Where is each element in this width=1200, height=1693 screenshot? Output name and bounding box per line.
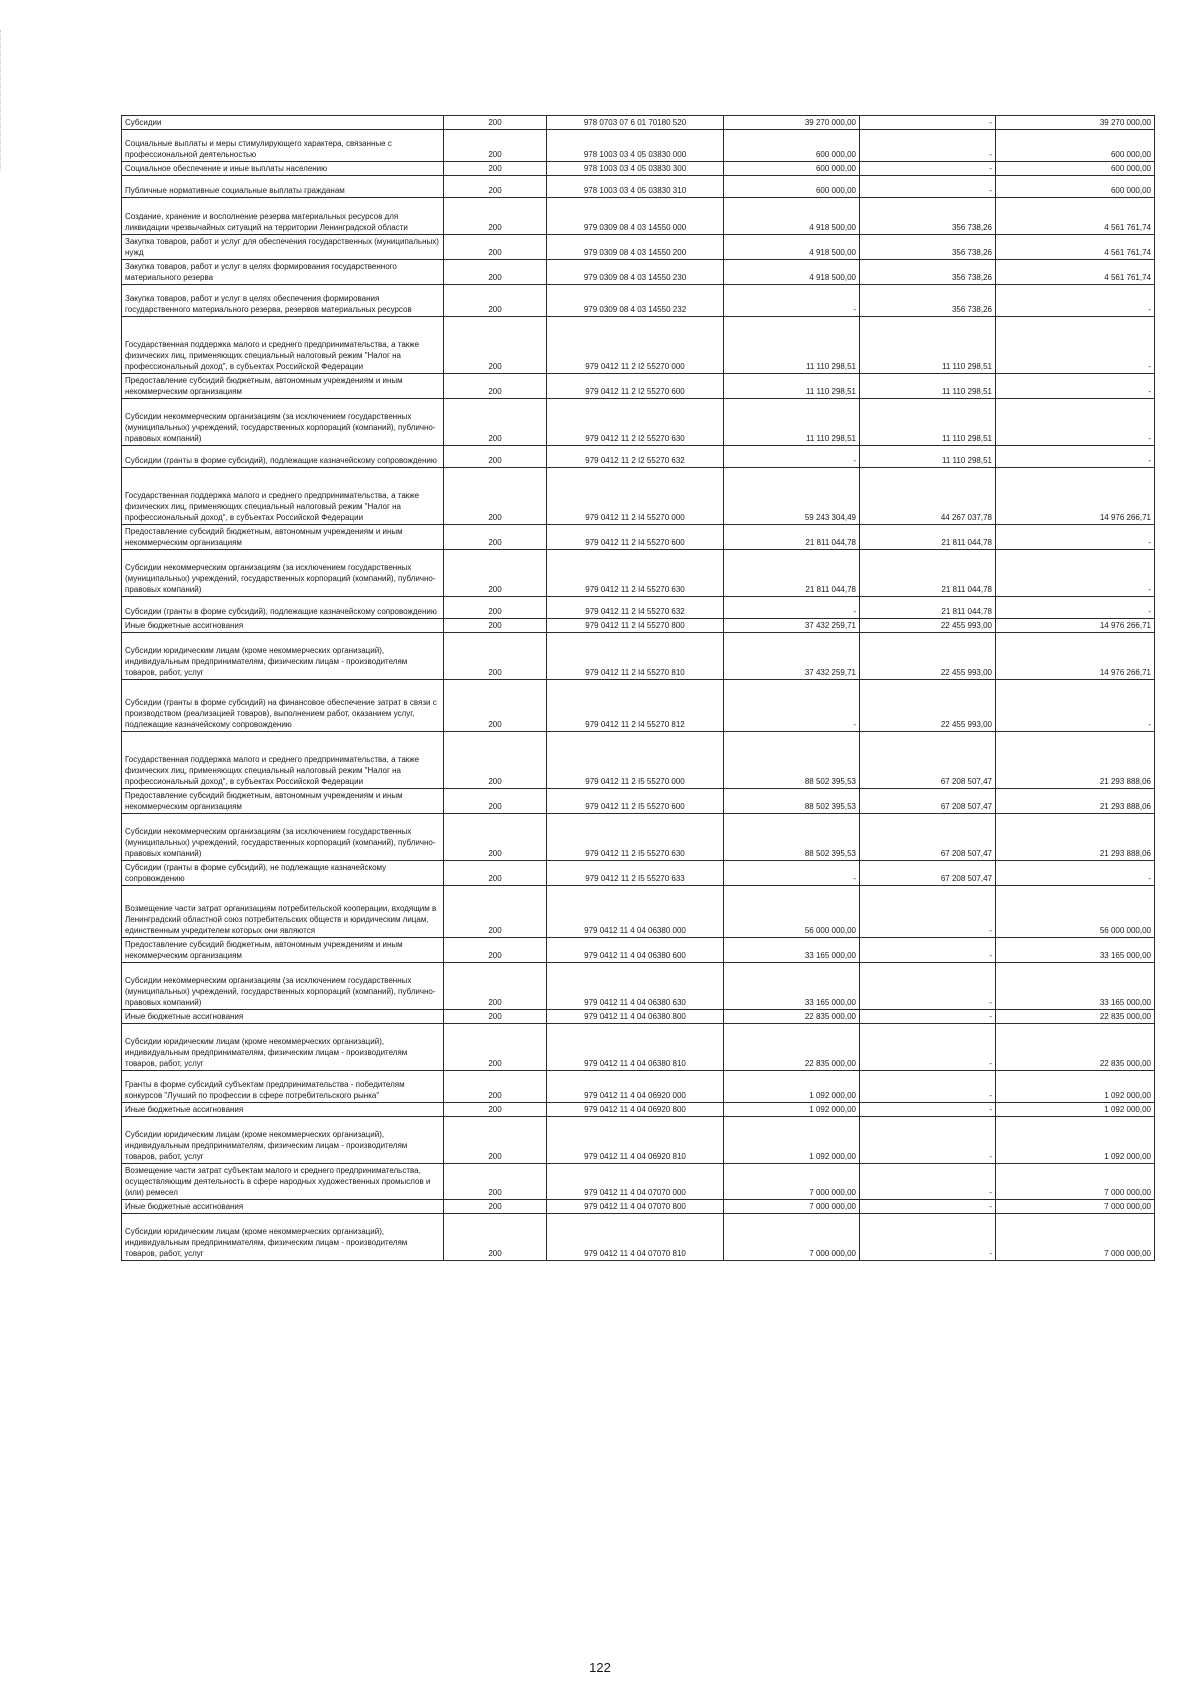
row-line-code-cell: 200 <box>444 1214 547 1261</box>
row-line-code-cell: 200 <box>444 680 547 732</box>
row-name-cell: Государственная поддержка малого и среднего предпринимательства, а также физических лиц, применяющих специальный налоговый режим "Налог на профессиональный доход", в субъектах Российской Федерации <box>122 468 444 525</box>
page-number: 122 <box>589 1660 611 1675</box>
row-remaining-amount-cell: - <box>996 285 1155 317</box>
table-row <box>122 789 1155 814</box>
row-remaining-amount-cell: 14 976 266,71 <box>996 468 1155 525</box>
row-executed-amount-cell: 22 455 993,00 <box>860 680 996 732</box>
row-remaining-amount-cell: - <box>996 446 1155 468</box>
table-row <box>122 861 1155 886</box>
row-assigned-amount-cell: 4 918 500,00 <box>724 198 860 235</box>
row-remaining-amount-cell: 21 293 888,06 <box>996 814 1155 861</box>
table-row <box>122 525 1155 550</box>
row-executed-amount-cell: 67 208 507,47 <box>860 814 996 861</box>
row-assigned-amount-cell: 600 000,00 <box>724 130 860 162</box>
table-row <box>122 399 1155 446</box>
row-remaining-amount-cell: - <box>996 525 1155 550</box>
row-classification-code-cell: 979 0412 11 4 04 07070 810 <box>547 1214 724 1261</box>
row-remaining-amount-cell: - <box>996 680 1155 732</box>
row-remaining-amount-cell: 600 000,00 <box>996 162 1155 176</box>
row-line-code-cell: 200 <box>444 1200 547 1214</box>
table-row <box>122 1071 1155 1103</box>
row-classification-code-cell: 979 0412 11 2 I4 55270 810 <box>547 633 724 680</box>
row-assigned-amount-cell: 37 432 259,71 <box>724 633 860 680</box>
table-row <box>122 176 1155 198</box>
table-row <box>122 550 1155 597</box>
row-name-cell: Закупка товаров, работ и услуг в целях обеспечения формирования государственного материального резерва, резервов материальных ресурсов <box>122 285 444 317</box>
table-row <box>122 814 1155 861</box>
row-assigned-amount-cell: 1 092 000,00 <box>724 1071 860 1103</box>
row-assigned-amount-cell: 7 000 000,00 <box>724 1214 860 1261</box>
row-name-cell: Государственная поддержка малого и среднего предпринимательства, а также физических лиц, применяющих специальный налоговый режим "Налог на профессиональный доход", в субъектах Российской Федерации <box>122 317 444 374</box>
row-name-cell: Субсидии некоммерческим организациям (за исключением государственных (муниципальных) учреждений, государственных корпораций (компаний), публично-правовых компаний) <box>122 399 444 446</box>
row-remaining-amount-cell: 4 561 761,74 <box>996 260 1155 285</box>
row-classification-code-cell: 978 1003 03 4 05 03830 000 <box>547 130 724 162</box>
row-line-code-cell: 200 <box>444 1024 547 1071</box>
table-row <box>122 130 1155 162</box>
row-name-cell: Предоставление субсидий бюджетным, автономным учреждениям и иным некоммерческим организациям <box>122 374 444 399</box>
row-remaining-amount-cell: - <box>996 399 1155 446</box>
row-executed-amount-cell: 21 811 044,78 <box>860 597 996 619</box>
row-classification-code-cell: 979 0412 11 4 04 07070 800 <box>547 1200 724 1214</box>
row-assigned-amount-cell: 11 110 298,51 <box>724 374 860 399</box>
row-remaining-amount-cell: 7 000 000,00 <box>996 1214 1155 1261</box>
row-remaining-amount-cell: - <box>996 550 1155 597</box>
row-executed-amount-cell: - <box>860 963 996 1010</box>
row-line-code-cell: 200 <box>444 260 547 285</box>
row-name-cell: Создание, хранение и восполнение резерва материальных ресурсов для ликвидации чрезвычайных ситуаций на территории Ленинградской области <box>122 198 444 235</box>
row-name-cell: Возмещение части затрат субъектам малого и среднего предпринимательства, осуществляющим деятельность в сфере народных художественных промыслов и (или) ремесел <box>122 1164 444 1200</box>
row-line-code-cell: 200 <box>444 814 547 861</box>
row-executed-amount-cell: 22 455 993,00 <box>860 633 996 680</box>
row-name-cell: Предоставление субсидий бюджетным, автономным учреждениям и иным некоммерческим организациям <box>122 789 444 814</box>
row-name-cell: Субсидии юридическим лицам (кроме некоммерческих организаций), индивидуальным предпринимателям, физическим лицам - производителям товаров, работ, услуг <box>122 1214 444 1261</box>
row-line-code-cell: 200 <box>444 886 547 938</box>
row-executed-amount-cell: 22 455 993,00 <box>860 619 996 633</box>
row-assigned-amount-cell: - <box>724 285 860 317</box>
row-name-cell: Закупка товаров, работ и услуг в целях формирования государственного материального резерва <box>122 260 444 285</box>
row-executed-amount-cell: - <box>860 162 996 176</box>
row-name-cell: Предоставление субсидий бюджетным, автономным учреждениям и иным некоммерческим организациям <box>122 938 444 963</box>
row-name-cell: Субсидии юридическим лицам (кроме некоммерческих организаций), индивидуальным предпринимателям, физическим лицам - производителям товаров, работ, услуг <box>122 1024 444 1071</box>
scan-margin-mark <box>0 30 4 170</box>
row-classification-code-cell: 979 0309 08 4 03 14550 232 <box>547 285 724 317</box>
row-assigned-amount-cell: - <box>724 597 860 619</box>
row-assigned-amount-cell: 21 811 044,78 <box>724 550 860 597</box>
table-row <box>122 1214 1155 1261</box>
row-classification-code-cell: 979 0412 11 4 04 06920 000 <box>547 1071 724 1103</box>
row-line-code-cell: 200 <box>444 619 547 633</box>
table-row <box>122 235 1155 260</box>
row-classification-code-cell: 979 0412 11 2 I4 55270 600 <box>547 525 724 550</box>
row-line-code-cell: 200 <box>444 374 547 399</box>
row-line-code-cell: 200 <box>444 550 547 597</box>
row-remaining-amount-cell: 56 000 000,00 <box>996 886 1155 938</box>
row-line-code-cell: 200 <box>444 1164 547 1200</box>
row-remaining-amount-cell: 22 835 000,00 <box>996 1024 1155 1071</box>
row-executed-amount-cell: - <box>860 886 996 938</box>
row-line-code-cell: 200 <box>444 162 547 176</box>
row-remaining-amount-cell: - <box>996 317 1155 374</box>
row-classification-code-cell: 979 0412 11 4 04 06380 000 <box>547 886 724 938</box>
row-classification-code-cell: 979 0412 11 2 I2 55270 630 <box>547 399 724 446</box>
row-name-cell: Социальное обеспечение и иные выплаты населению <box>122 162 444 176</box>
row-classification-code-cell: 979 0412 11 2 I4 55270 630 <box>547 550 724 597</box>
row-assigned-amount-cell: 4 918 500,00 <box>724 260 860 285</box>
row-classification-code-cell: 979 0412 11 2 I4 55270 800 <box>547 619 724 633</box>
row-name-cell: Субсидии (гранты в форме субсидий), не подлежащие казначейскому сопровождению <box>122 861 444 886</box>
row-line-code-cell: 200 <box>444 597 547 619</box>
row-name-cell: Публичные нормативные социальные выплаты гражданам <box>122 176 444 198</box>
row-executed-amount-cell: 356 738,26 <box>860 235 996 260</box>
row-remaining-amount-cell: 14 976 266,71 <box>996 633 1155 680</box>
row-executed-amount-cell: 67 208 507,47 <box>860 732 996 789</box>
table-body <box>122 116 1155 1261</box>
row-name-cell: Субсидии юридическим лицам (кроме некоммерческих организаций), индивидуальным предпринимателям, физическим лицам - производителям товаров, работ, услуг <box>122 633 444 680</box>
row-line-code-cell: 200 <box>444 1103 547 1117</box>
row-remaining-amount-cell: 4 561 761,74 <box>996 235 1155 260</box>
row-executed-amount-cell: - <box>860 1010 996 1024</box>
row-classification-code-cell: 979 0412 11 2 I5 55270 600 <box>547 789 724 814</box>
table-row <box>122 285 1155 317</box>
row-executed-amount-cell: - <box>860 938 996 963</box>
row-name-cell: Иные бюджетные ассигнования <box>122 1103 444 1117</box>
row-line-code-cell: 200 <box>444 633 547 680</box>
table-row <box>122 1103 1155 1117</box>
table-row <box>122 468 1155 525</box>
row-executed-amount-cell: 67 208 507,47 <box>860 789 996 814</box>
table-row <box>122 680 1155 732</box>
row-line-code-cell: 200 <box>444 176 547 198</box>
row-remaining-amount-cell: - <box>996 597 1155 619</box>
table-row <box>122 1164 1155 1200</box>
row-classification-code-cell: 979 0412 11 4 04 06380 630 <box>547 963 724 1010</box>
row-line-code-cell: 200 <box>444 130 547 162</box>
row-assigned-amount-cell: 11 110 298,51 <box>724 317 860 374</box>
row-assigned-amount-cell: 600 000,00 <box>724 162 860 176</box>
row-remaining-amount-cell: 22 835 000,00 <box>996 1010 1155 1024</box>
row-classification-code-cell: 979 0412 11 2 I2 55270 632 <box>547 446 724 468</box>
row-line-code-cell: 200 <box>444 235 547 260</box>
row-executed-amount-cell: - <box>860 176 996 198</box>
row-line-code-cell: 200 <box>444 963 547 1010</box>
row-name-cell: Субсидии (гранты в форме субсидий), подлежащие казначейскому сопровождению <box>122 446 444 468</box>
row-classification-code-cell: 979 0412 11 2 I4 55270 812 <box>547 680 724 732</box>
table-row <box>122 1117 1155 1164</box>
row-assigned-amount-cell: 11 110 298,51 <box>724 399 860 446</box>
row-name-cell: Иные бюджетные ассигнования <box>122 1200 444 1214</box>
row-line-code-cell: 200 <box>444 525 547 550</box>
row-name-cell: Иные бюджетные ассигнования <box>122 1010 444 1024</box>
row-assigned-amount-cell: 21 811 044,78 <box>724 525 860 550</box>
row-remaining-amount-cell: 1 092 000,00 <box>996 1117 1155 1164</box>
row-remaining-amount-cell: - <box>996 374 1155 399</box>
row-remaining-amount-cell: 1 092 000,00 <box>996 1103 1155 1117</box>
row-assigned-amount-cell: 1 092 000,00 <box>724 1117 860 1164</box>
row-assigned-amount-cell: 33 165 000,00 <box>724 963 860 1010</box>
row-remaining-amount-cell: 39 270 000,00 <box>996 116 1155 130</box>
row-classification-code-cell: 978 0703 07 6 01 70180 520 <box>547 116 724 130</box>
row-name-cell: Гранты в форме субсидий субъектам предпринимательства - победителям конкурсов "Лучший по профессии в сфере потребительского рынка" <box>122 1071 444 1103</box>
row-executed-amount-cell: 11 110 298,51 <box>860 446 996 468</box>
table-row <box>122 619 1155 633</box>
row-remaining-amount-cell: 1 092 000,00 <box>996 1071 1155 1103</box>
row-assigned-amount-cell: 7 000 000,00 <box>724 1200 860 1214</box>
table-row <box>122 963 1155 1010</box>
table-row <box>122 116 1155 130</box>
row-name-cell: Государственная поддержка малого и среднего предпринимательства, а также физических лиц, применяющих специальный налоговый режим "Налог на профессиональный доход", в субъектах Российской Федерации <box>122 732 444 789</box>
row-classification-code-cell: 979 0412 11 2 I4 55270 632 <box>547 597 724 619</box>
row-remaining-amount-cell: 21 293 888,06 <box>996 732 1155 789</box>
row-classification-code-cell: 979 0412 11 2 I5 55270 630 <box>547 814 724 861</box>
row-name-cell: Закупка товаров, работ и услуг для обеспечения государственных (муниципальных) нужд <box>122 235 444 260</box>
row-executed-amount-cell: 356 738,26 <box>860 198 996 235</box>
row-assigned-amount-cell: 88 502 395,53 <box>724 814 860 861</box>
row-name-cell: Субсидии юридическим лицам (кроме некоммерческих организаций), индивидуальным предпринимателям, физическим лицам - производителям товаров, работ, услуг <box>122 1117 444 1164</box>
row-classification-code-cell: 979 0412 11 2 I5 55270 000 <box>547 732 724 789</box>
row-classification-code-cell: 978 1003 03 4 05 03830 300 <box>547 162 724 176</box>
row-line-code-cell: 200 <box>444 789 547 814</box>
row-name-cell: Возмещение части затрат организациям потребительской кооперации, входящим в Ленинградский областной союз потребительских обществ и юридическим лицам, единственным учредителем которых они являются <box>122 886 444 938</box>
row-name-cell: Субсидии некоммерческим организациям (за исключением государственных (муниципальных) учреждений, государственных корпораций (компаний), публично-правовых компаний) <box>122 550 444 597</box>
budget-execution-table <box>121 115 1155 1261</box>
table-row <box>122 162 1155 176</box>
row-classification-code-cell: 979 0412 11 4 04 06380 600 <box>547 938 724 963</box>
row-assigned-amount-cell: 22 835 000,00 <box>724 1010 860 1024</box>
row-executed-amount-cell: - <box>860 1071 996 1103</box>
row-assigned-amount-cell: 4 918 500,00 <box>724 235 860 260</box>
table-row <box>122 317 1155 374</box>
row-classification-code-cell: 979 0309 08 4 03 14550 230 <box>547 260 724 285</box>
row-executed-amount-cell: 21 811 044,78 <box>860 525 996 550</box>
row-assigned-amount-cell: - <box>724 446 860 468</box>
row-remaining-amount-cell: 7 000 000,00 <box>996 1164 1155 1200</box>
row-assigned-amount-cell: 88 502 395,53 <box>724 732 860 789</box>
row-remaining-amount-cell: 21 293 888,06 <box>996 789 1155 814</box>
row-executed-amount-cell: 356 738,26 <box>860 285 996 317</box>
row-assigned-amount-cell: 1 092 000,00 <box>724 1103 860 1117</box>
row-assigned-amount-cell: 56 000 000,00 <box>724 886 860 938</box>
row-name-cell: Предоставление субсидий бюджетным, автономным учреждениям и иным некоммерческим организациям <box>122 525 444 550</box>
row-line-code-cell: 200 <box>444 1117 547 1164</box>
row-executed-amount-cell: 11 110 298,51 <box>860 374 996 399</box>
row-classification-code-cell: 979 0412 11 4 04 07070 000 <box>547 1164 724 1200</box>
row-assigned-amount-cell: 22 835 000,00 <box>724 1024 860 1071</box>
row-classification-code-cell: 979 0309 08 4 03 14550 000 <box>547 198 724 235</box>
row-line-code-cell: 200 <box>444 1071 547 1103</box>
row-executed-amount-cell: 11 110 298,51 <box>860 317 996 374</box>
row-executed-amount-cell: - <box>860 130 996 162</box>
row-classification-code-cell: 979 0412 11 2 I4 55270 000 <box>547 468 724 525</box>
row-executed-amount-cell: - <box>860 1200 996 1214</box>
row-assigned-amount-cell: - <box>724 861 860 886</box>
row-line-code-cell: 200 <box>444 399 547 446</box>
table-row <box>122 732 1155 789</box>
row-remaining-amount-cell: 4 561 761,74 <box>996 198 1155 235</box>
row-classification-code-cell: 979 0412 11 2 I2 55270 600 <box>547 374 724 399</box>
row-line-code-cell: 200 <box>444 198 547 235</box>
row-executed-amount-cell: - <box>860 116 996 130</box>
table-row <box>122 1024 1155 1071</box>
row-assigned-amount-cell: 37 432 259,71 <box>724 619 860 633</box>
table-row <box>122 1010 1155 1024</box>
table-row <box>122 633 1155 680</box>
budget-table-sheet <box>121 115 1155 1261</box>
table-row <box>122 374 1155 399</box>
row-classification-code-cell: 979 0412 11 2 I2 55270 000 <box>547 317 724 374</box>
row-assigned-amount-cell: - <box>724 680 860 732</box>
row-executed-amount-cell: - <box>860 1024 996 1071</box>
row-classification-code-cell: 979 0412 11 2 I5 55270 633 <box>547 861 724 886</box>
row-line-code-cell: 200 <box>444 317 547 374</box>
row-name-cell: Субсидии (гранты в форме субсидий) на финансовое обеспечение затрат в связи с производством (реализацией товаров), выполнением работ, оказанием услуг, подлежащие казначейскому сопровождению <box>122 680 444 732</box>
row-executed-amount-cell: - <box>860 1117 996 1164</box>
row-remaining-amount-cell: 33 165 000,00 <box>996 963 1155 1010</box>
row-executed-amount-cell: - <box>860 1164 996 1200</box>
row-name-cell: Иные бюджетные ассигнования <box>122 619 444 633</box>
row-assigned-amount-cell: 39 270 000,00 <box>724 116 860 130</box>
row-classification-code-cell: 979 0412 11 4 04 06380 810 <box>547 1024 724 1071</box>
row-line-code-cell: 200 <box>444 446 547 468</box>
table-row <box>122 597 1155 619</box>
row-classification-code-cell: 979 0412 11 4 04 06380 800 <box>547 1010 724 1024</box>
row-executed-amount-cell: 11 110 298,51 <box>860 399 996 446</box>
row-remaining-amount-cell: 33 165 000,00 <box>996 938 1155 963</box>
row-line-code-cell: 200 <box>444 285 547 317</box>
row-line-code-cell: 200 <box>444 732 547 789</box>
row-executed-amount-cell: 356 738,26 <box>860 260 996 285</box>
table-row <box>122 260 1155 285</box>
row-executed-amount-cell: - <box>860 1214 996 1261</box>
row-name-cell: Субсидии некоммерческим организациям (за исключением государственных (муниципальных) учреждений, государственных корпораций (компаний), публично-правовых компаний) <box>122 814 444 861</box>
row-assigned-amount-cell: 59 243 304,49 <box>724 468 860 525</box>
row-remaining-amount-cell: 7 000 000,00 <box>996 1200 1155 1214</box>
table-row <box>122 886 1155 938</box>
row-remaining-amount-cell: 600 000,00 <box>996 176 1155 198</box>
row-classification-code-cell: 978 1003 03 4 05 03830 310 <box>547 176 724 198</box>
row-remaining-amount-cell: - <box>996 861 1155 886</box>
row-assigned-amount-cell: 600 000,00 <box>724 176 860 198</box>
row-name-cell: Субсидии <box>122 116 444 130</box>
row-executed-amount-cell: - <box>860 1103 996 1117</box>
row-remaining-amount-cell: 14 976 266,71 <box>996 619 1155 633</box>
table-row <box>122 198 1155 235</box>
row-classification-code-cell: 979 0412 11 4 04 06920 810 <box>547 1117 724 1164</box>
row-name-cell: Социальные выплаты и меры стимулирующего характера, связанные с профессиональной деятельностью <box>122 130 444 162</box>
table-row <box>122 938 1155 963</box>
row-name-cell: Субсидии некоммерческим организациям (за исключением государственных (муниципальных) учреждений, государственных корпораций (компаний), публично-правовых компаний) <box>122 963 444 1010</box>
row-assigned-amount-cell: 88 502 395,53 <box>724 789 860 814</box>
row-assigned-amount-cell: 7 000 000,00 <box>724 1164 860 1200</box>
row-line-code-cell: 200 <box>444 861 547 886</box>
row-line-code-cell: 200 <box>444 116 547 130</box>
row-assigned-amount-cell: 33 165 000,00 <box>724 938 860 963</box>
row-executed-amount-cell: 21 811 044,78 <box>860 550 996 597</box>
table-row <box>122 1200 1155 1214</box>
row-line-code-cell: 200 <box>444 938 547 963</box>
row-classification-code-cell: 979 0412 11 4 04 06920 800 <box>547 1103 724 1117</box>
row-classification-code-cell: 979 0309 08 4 03 14550 200 <box>547 235 724 260</box>
row-executed-amount-cell: 67 208 507,47 <box>860 861 996 886</box>
row-executed-amount-cell: 44 267 037,78 <box>860 468 996 525</box>
table-row <box>122 446 1155 468</box>
row-remaining-amount-cell: 600 000,00 <box>996 130 1155 162</box>
row-line-code-cell: 200 <box>444 1010 547 1024</box>
row-name-cell: Субсидии (гранты в форме субсидий), подлежащие казначейскому сопровождению <box>122 597 444 619</box>
row-line-code-cell: 200 <box>444 468 547 525</box>
